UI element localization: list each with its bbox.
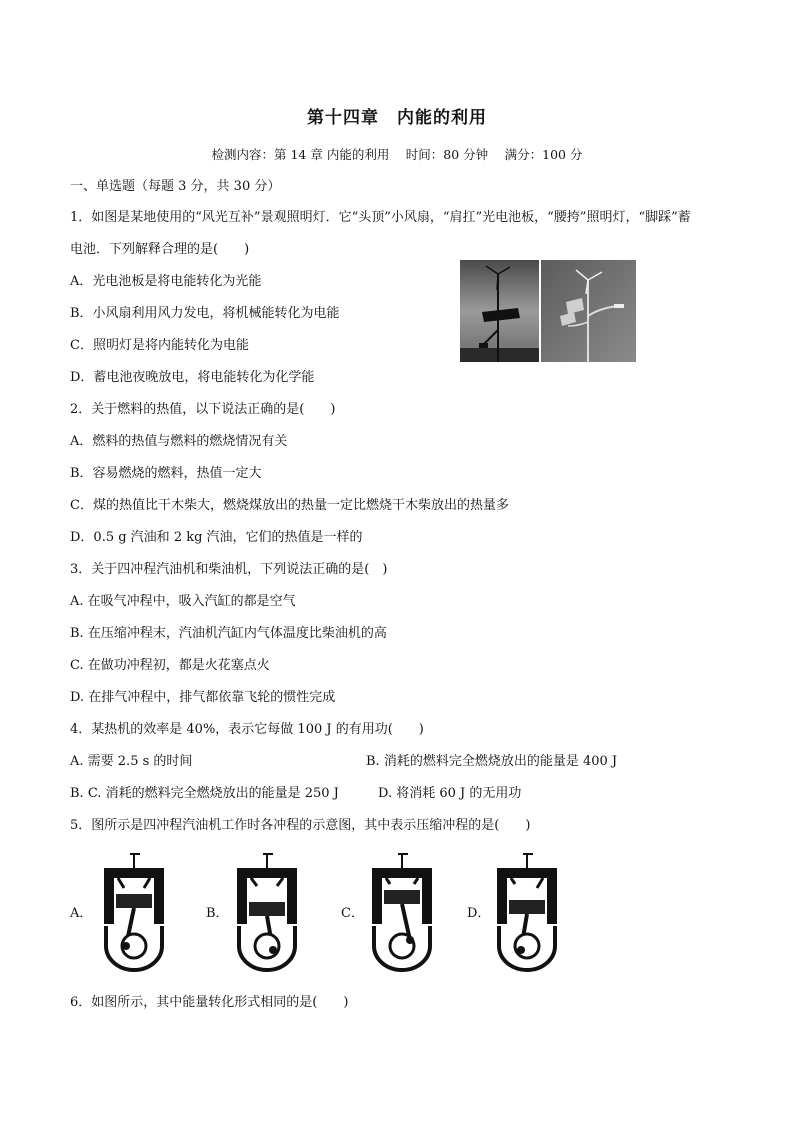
q3-option-b: B. 在压缩冲程末，汽油机汽缸内气体温度比柴油机的高: [70, 626, 387, 641]
q4-option-a: A. 需要 2.5 s 的时间: [70, 754, 193, 769]
q3-stem: 3．关于四冲程汽油机和柴油机，下列说法正确的是( ): [70, 562, 388, 577]
section-heading: 一、单选题（每题 3 分，共 30 分）: [70, 179, 281, 194]
q4-option-d: D. 将消耗 60 J 的无用功: [378, 786, 522, 801]
q5-label-b: B．: [206, 906, 229, 921]
engine-diagram-d: [493, 850, 561, 974]
q5-label-d: D．: [467, 906, 491, 921]
q2-option-d: D．0.5 g 汽油和 2 kg 汽油，它们的热值是一样的: [70, 530, 363, 545]
engine-diagram-c: [368, 850, 436, 974]
q3-option-a: A. 在吸气冲程中，吸入汽缸的都是空气: [70, 594, 296, 609]
q5-label-a: A．: [70, 906, 93, 921]
q2-stem: 2．关于燃料的热值，以下说法正确的是( ): [70, 402, 336, 417]
q1-stem-line2: 电池．下列解释合理的是( ): [70, 242, 250, 257]
q1-option-d: D．蓄电池夜晚放电，将电能转化为化学能: [70, 370, 315, 385]
q2-option-c: C．煤的热值比干木柴大，燃烧煤放出的热量一定比燃烧干木柴放出的热量多: [70, 498, 509, 513]
exam-info: 检测内容：第 14 章 内能的利用 时间：80 分钟 满分：100 分: [211, 147, 583, 162]
q1-option-a: A．光电池板是将电能转化为光能: [70, 274, 262, 289]
q6-stem: 6．如图所示，其中能量转化形式相同的是( ): [70, 995, 349, 1010]
street-lamp-photo: [460, 260, 636, 362]
q2-option-b: B．容易燃烧的燃料，热值一定大: [70, 466, 262, 481]
page-title: 第十四章 内能的利用: [307, 108, 487, 128]
q2-option-a: A．燃料的热值与燃料的燃烧情况有关: [70, 434, 288, 449]
q1-stem-line1: 1．如图是某地使用的“风光互补”景观照明灯．它“头顶”小风扇，“肩扛”光电池板，“腰挎”照明灯，“脚踩”蓄: [70, 210, 691, 225]
q3-option-d: D. 在排气冲程中，排气都依靠飞轮的惯性完成: [70, 690, 336, 705]
q4-stem: 4．某热机的效率是 40%，表示它每做 100 J 的有用功( ): [70, 722, 424, 737]
q1-option-b: B．小风扇利用风力发电，将机械能转化为电能: [70, 306, 340, 321]
q1-option-c: C．照明灯是将内能转化为电能: [70, 338, 249, 353]
engine-diagram-a: [100, 850, 168, 974]
q4-option-b: B. 消耗的燃料完全燃烧放出的能量是 400 J: [366, 754, 618, 769]
q4-option-c: B. C. 消耗的燃料完全燃烧放出的能量是 250 J: [70, 786, 339, 801]
engine-diagram-b: [233, 850, 301, 974]
q5-label-c: C．: [341, 906, 364, 921]
q5-stem: 5．图所示是四冲程汽油机工作时各冲程的示意图，其中表示压缩冲程的是( ): [70, 818, 531, 833]
q3-option-c: C. 在做功冲程初，都是火花塞点火: [70, 658, 270, 673]
